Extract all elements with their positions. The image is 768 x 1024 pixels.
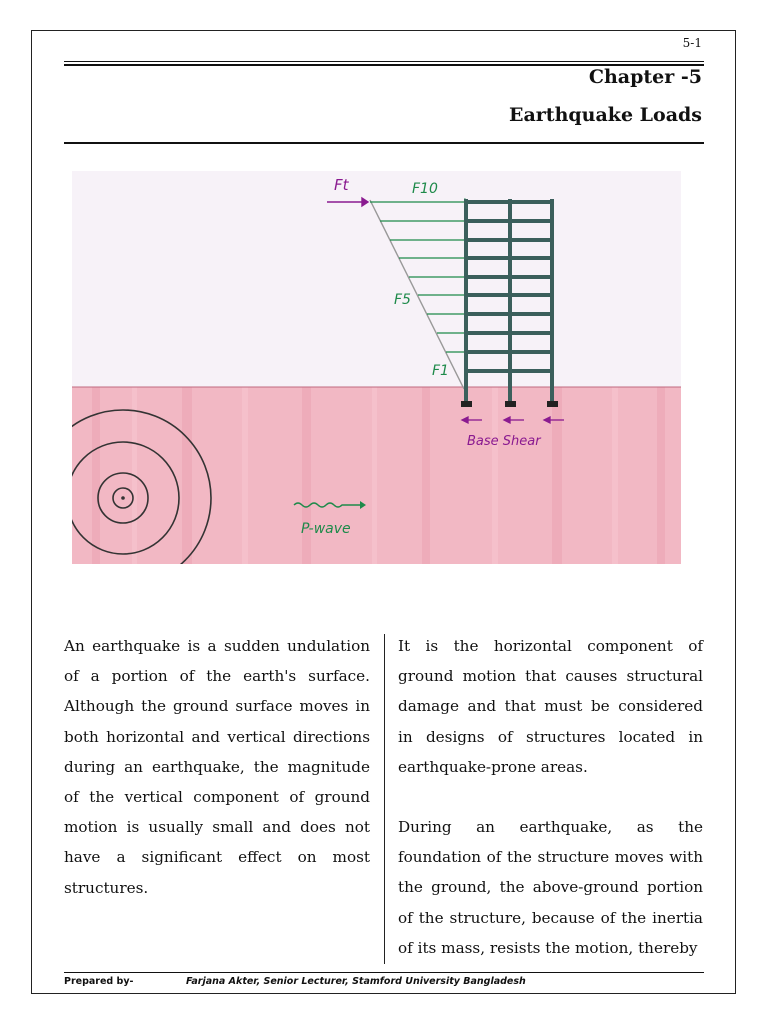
label-ft: Ft	[334, 176, 349, 194]
right-paragraph-2: During an earthquake, as the foundation of the structure moves with the ground, the above-ground portion of the structure, because of the inertia of its mass, resists the motion, thereby	[398, 818, 703, 957]
right-paragraph-1: It is the horizontal component of ground motion that causes structural damage and that must be considered in designs of structures located in earthquake-prone areas.	[398, 637, 703, 776]
label-p-wave: P-wave	[301, 521, 351, 537]
label-f10: F10	[412, 181, 438, 197]
footer-prepared-by: Prepared by-	[64, 976, 134, 987]
right-column	[398, 631, 703, 963]
chapter-number: Chapter -5	[588, 66, 702, 88]
label-base-shear: Base Shear	[467, 434, 541, 449]
chapter-title: Earthquake Loads	[509, 104, 702, 126]
header-rule-top	[64, 61, 704, 62]
footer-rule	[64, 972, 704, 973]
left-column	[64, 631, 370, 903]
header-rule-bottom	[64, 142, 704, 144]
epicenter-dot	[121, 496, 125, 500]
earthquake-figure	[72, 171, 681, 564]
label-f5: F5	[394, 292, 411, 308]
footer-author: Farjana Akter, Senior Lecturer, Stamford University Bangladesh	[186, 976, 526, 987]
left-paragraph-1: An earthquake is a sudden undulation of a portion of the earth's surface. Although the ground surface moves in both horizontal and vertical directions during an earthquake, the magnitude of the vertical component of ground motion is usually small and does not have a significant effect on most structures.	[64, 637, 370, 897]
label-f1: F1	[432, 363, 449, 379]
sky-background	[72, 171, 681, 387]
page-number: 5-1	[682, 36, 702, 50]
column-divider	[384, 634, 385, 964]
